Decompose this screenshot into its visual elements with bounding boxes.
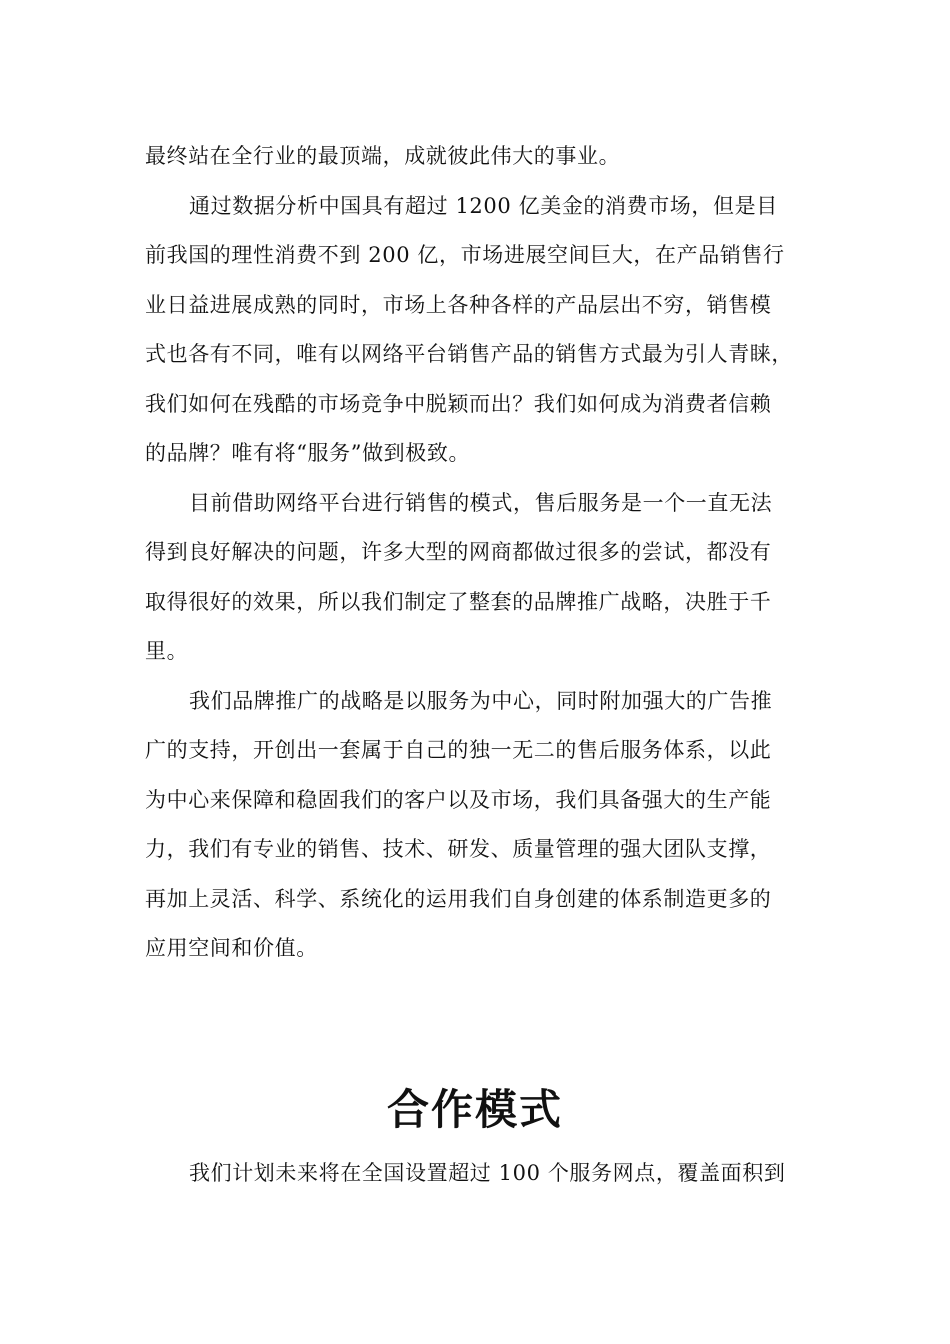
text-line: 力，我们有专业的销售、技术、研发、质量管理的强大团队支撑，: [145, 837, 772, 861]
text-line: 应用空间和价值。: [145, 936, 318, 960]
text-line: 我们如何在残酷的市场竞争中脱颖而出？我们如何成为消费者信赖: [145, 391, 772, 416]
text-line: 再加上灵活、科学、系统化的运用我们自身创建的体系制造更多的: [145, 886, 772, 911]
text-line: 最终站在全行业的最顶端，成就彼此伟大的事业。: [145, 144, 621, 168]
text-line: 业日益进展成熟的同时，市场上各种各样的产品层出不穷，销售模: [145, 292, 772, 317]
text-line: 得到良好解决的问题，许多大型的网商都做过很多的尝试，都没有: [145, 540, 772, 564]
text-line: 为中心来保障和稳固我们的客户以及市场，我们具备强大的生产能: [145, 787, 772, 812]
section-body: [145, 1149, 810, 1199]
text-line: 目前借助网络平台进行销售的模式，售后服务是一个一直无法: [189, 490, 773, 515]
document-body: [145, 132, 810, 974]
paragraph-1: [145, 132, 810, 182]
text-line: 式也各有不同，唯有以网络平台销售产品的销售方式最为引人青睐，: [145, 342, 793, 366]
paragraph-4: [145, 677, 810, 974]
paragraph-3: [145, 479, 810, 677]
text-line: 里。: [145, 639, 189, 663]
text-line: 我们品牌推广的战略是以服务为中心，同时附加强大的广告推: [189, 688, 773, 713]
section-heading: 合作模式: [386, 1085, 563, 1134]
text-line: 我们计划未来将在全国设置超过 100 个服务网点，覆盖面积到: [189, 1161, 786, 1185]
paragraph-5: [145, 1149, 810, 1199]
text-line: 的品牌？唯有将“服务”做到极致。: [145, 441, 471, 465]
text-line: 广的支持，开创出一套属于自己的独一无二的售后服务体系，以此: [145, 738, 772, 762]
text-line: 取得很好的效果，所以我们制定了整套的品牌推广战略，决胜于千: [145, 589, 772, 614]
section-heading-wrap: [0, 1080, 950, 1140]
paragraph-2: [145, 182, 810, 479]
text-line: 通过数据分析中国具有超过 1200 亿美金的消费市场，但是目: [189, 193, 778, 218]
text-line: 前我国的理性消费不到 200 亿，市场进展空间巨大，在产品销售行: [145, 243, 785, 267]
